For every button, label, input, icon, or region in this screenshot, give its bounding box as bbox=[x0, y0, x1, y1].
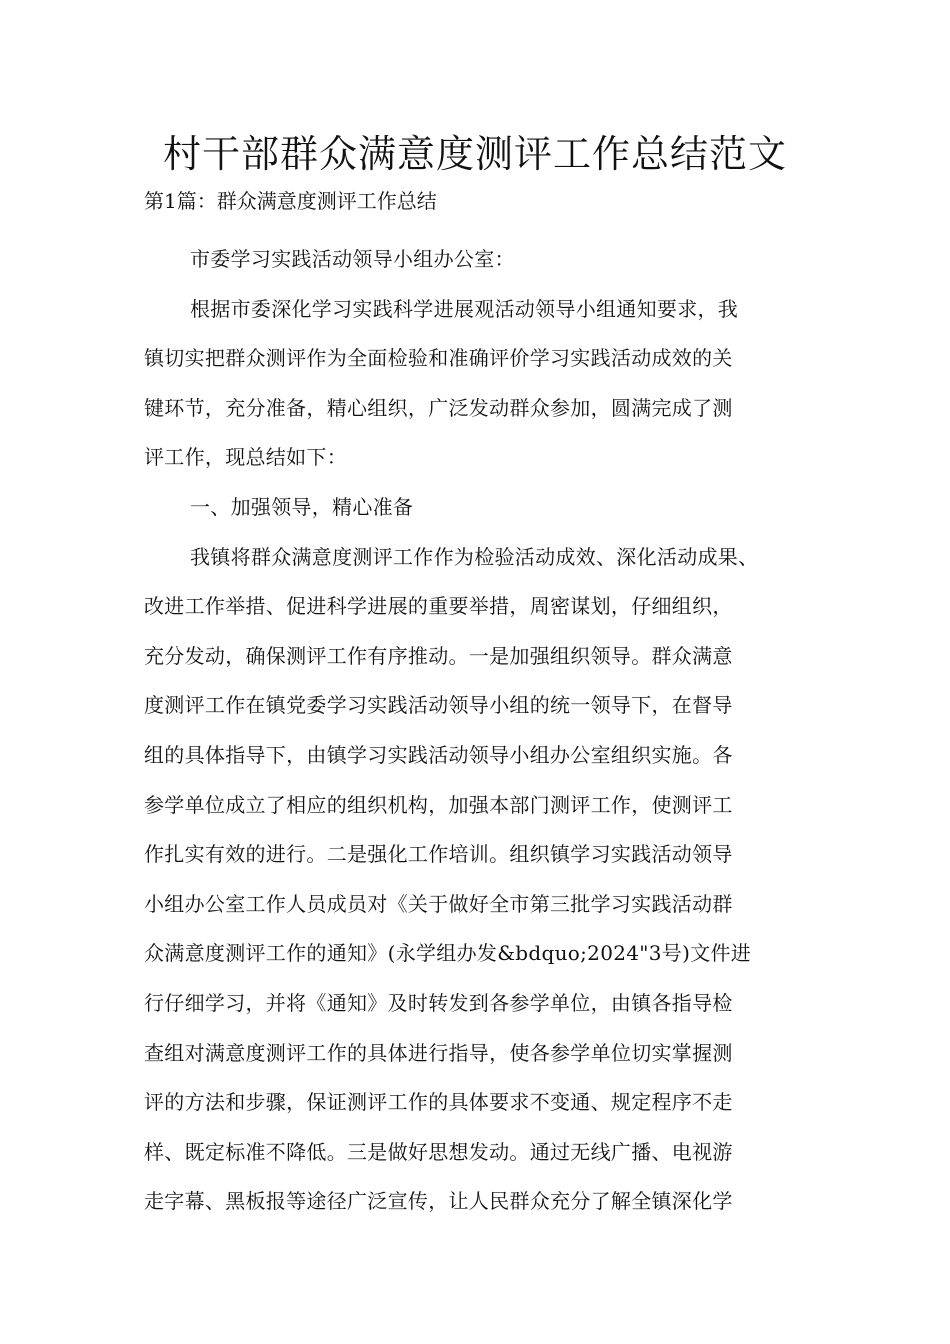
document-title: 村干部群众满意度测评工作总结范文 bbox=[162, 132, 787, 176]
text-line: 走字幕、黑板报等途径广泛宣传，让人民群众充分了解全镇深化学 bbox=[144, 1189, 733, 1214]
text-line: 我镇将群众满意度测评工作作为检验活动成效、深化活动成果、 bbox=[190, 544, 759, 569]
text-line: 参学单位成立了相应的组织机构，加强本部门测评工作，使测评工 bbox=[144, 792, 733, 817]
text-line: 充分发动，确保测评工作有序推动。一是加强组织领导。群众满意 bbox=[144, 643, 733, 668]
text-line: 键环节，充分准备，精心组织，广泛发动群众参加，圆满完成了测 bbox=[144, 395, 733, 420]
text-line: 改进工作举措、促进科学进展的重要举措，周密谋划，仔细组织， bbox=[144, 594, 733, 619]
text-line: 度测评工作在镇党委学习实践活动领导小组的统一领导下，在督导 bbox=[144, 693, 733, 718]
article-subtitle: 第1篇：群众满意度测评工作总结 bbox=[144, 189, 437, 213]
text-line: 组的具体指导下，由镇学习实践活动领导小组办公室组织实施。各 bbox=[144, 742, 733, 767]
article-body bbox=[144, 235, 824, 1227]
text-line: 查组对满意度测评工作的具体进行指导，使各参学单位切实掌握测 bbox=[144, 1040, 733, 1065]
text-line: 行仔细学习，并将《通知》及时转发到各参学单位，由镇各指导检 bbox=[144, 990, 733, 1015]
text-line: 评的方法和步骤，保证测评工作的具体要求不变通、规定程序不走 bbox=[144, 1090, 733, 1115]
text-line: 作扎实有效的进行。二是强化工作培训。组织镇学习实践活动领导 bbox=[144, 842, 733, 867]
text-line: 根据市委深化学习实践科学进展观活动领导小组通知要求，我 bbox=[190, 296, 739, 321]
text-line: 市委学习实践活动领导小组办公室： bbox=[190, 247, 515, 271]
text-line: 镇切实把群众测评作为全面检验和准确评价学习实践活动成效的关 bbox=[144, 346, 733, 371]
text-line: 评工作，现总结如下： bbox=[144, 445, 347, 470]
text-line: 样、既定标准不降低。三是做好思想发动。通过无线广播、电视游 bbox=[144, 1139, 733, 1164]
text-line: 众满意度测评工作的通知》(永学组办发&bdquo;2024"3号)文件进 bbox=[144, 941, 752, 966]
text-line: 小组办公室工作人员成员对《关于做好全市第三批学习实践活动群 bbox=[144, 891, 733, 916]
text-line: 一、加强领导，精心准备 bbox=[190, 494, 414, 519]
